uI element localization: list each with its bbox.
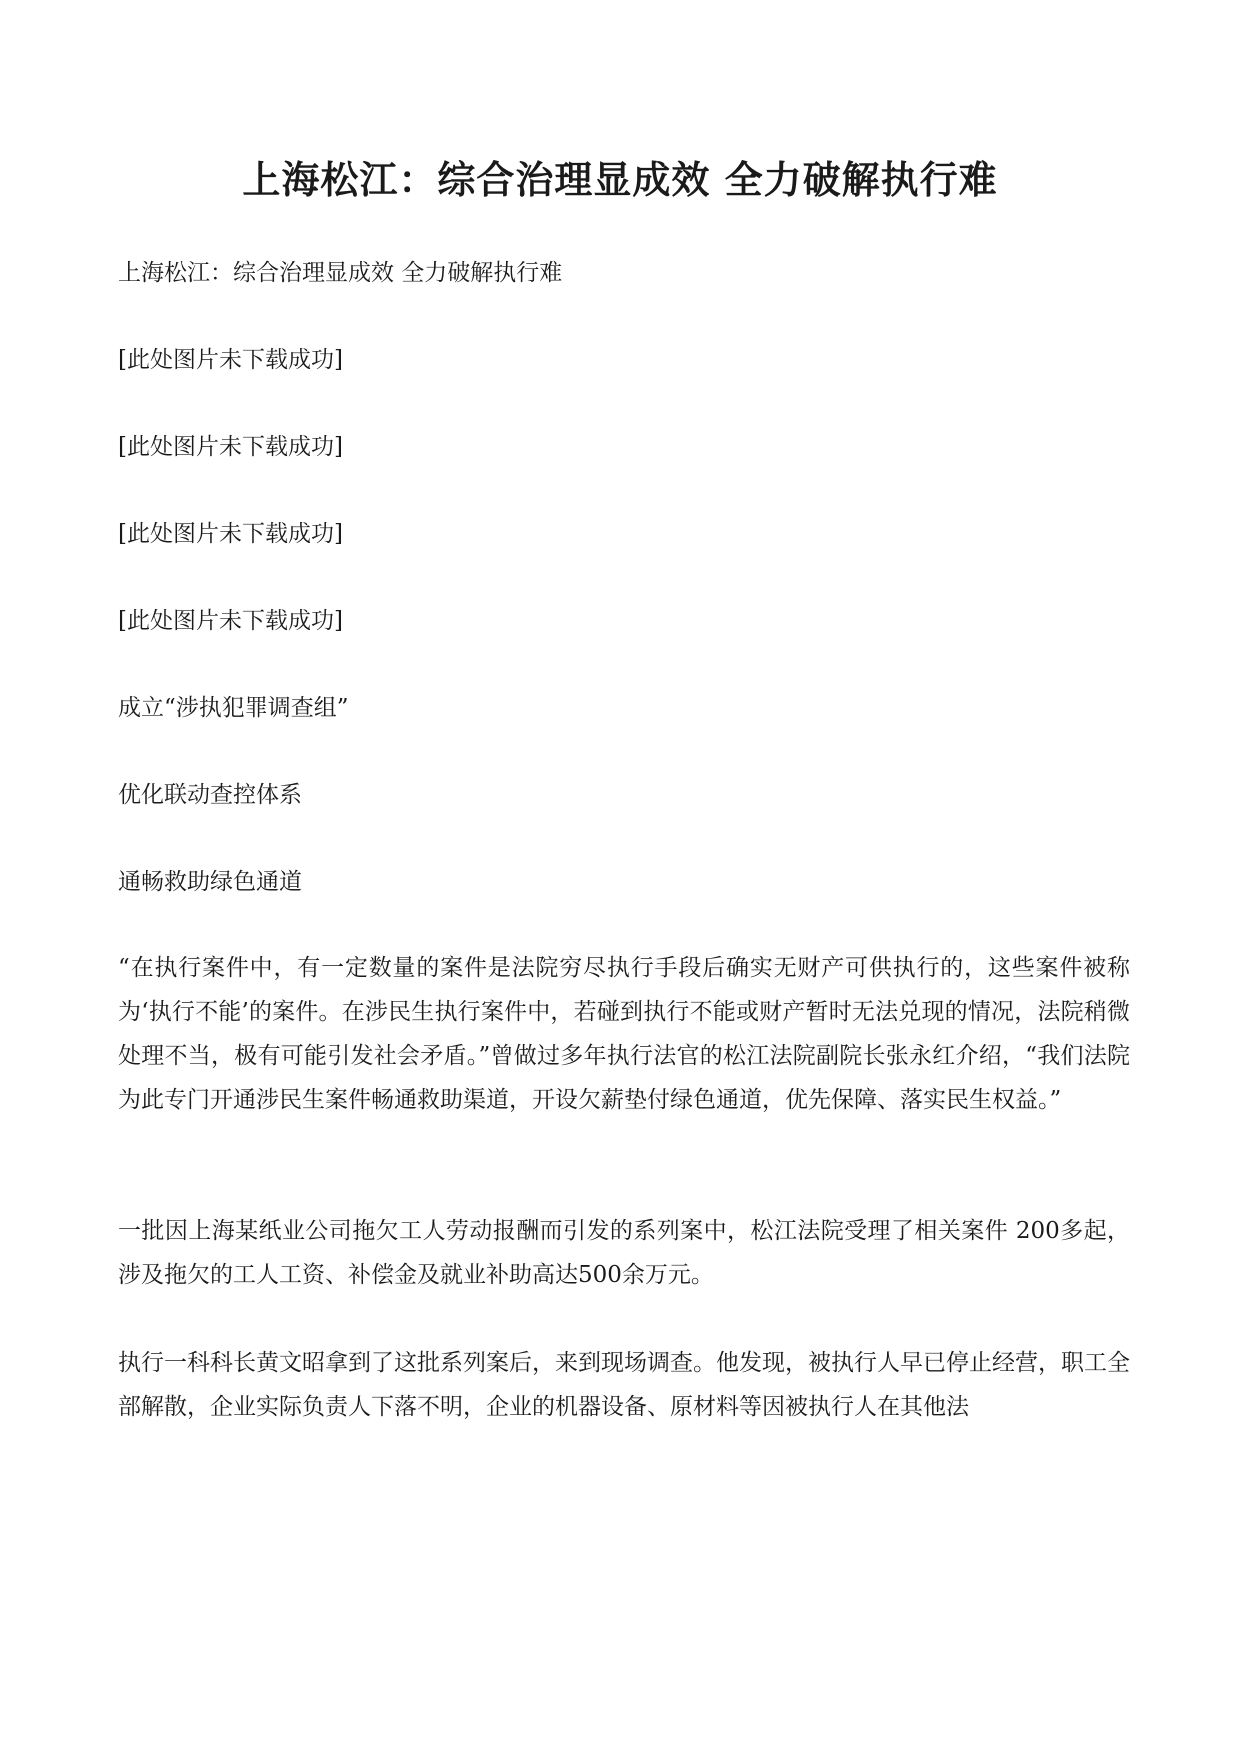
subtitle-line: 上海松江：综合治理显成效 全力破解执行难 [118, 260, 563, 286]
image-placeholder: [此处图片未下载成功] [118, 347, 343, 373]
body-paragraph: “在执行案件中，有一定数量的案件是法院穷尽执行手段后确实无财产可供执行的，这些案件被称为‘执行不能’的案件。在涉民生执行案件中，若碰到执行不能或财产暂时无法兑现的情况，法院稍微处理不当，极有可能引发社会矛盾。”曾做过多年执行法官的松江法院副院长张永红介绍，“我们法院为此专门开通涉民生案件畅通救助渠道，开设欠薪垫付绿色通道，优先保障、落实民生权益。” [118, 955, 1130, 1113]
page-title: 上海松江：综合治理显成效 全力破解执行难 [242, 157, 998, 202]
section-heading: 优化联动查控体系 [118, 782, 302, 808]
image-placeholder: [此处图片未下载成功] [118, 608, 343, 634]
image-placeholder: [此处图片未下载成功] [118, 434, 343, 460]
body-paragraph: 一批因上海某纸业公司拖欠工人劳动报酬而引发的系列案中，松江法院受理了相关案件 200多起，涉及拖欠的工人工资、补偿金及就业补助高达500余万元。 [118, 1218, 1130, 1288]
image-placeholder: [此处图片未下载成功] [118, 521, 343, 547]
body-paragraph: 执行一科科长黄文昭拿到了这批系列案后，来到现场调查。他发现，被执行人早已停止经营，职工全部解散，企业实际负责人下落不明，企业的机器设备、原材料等因被执行人在其他法 [118, 1350, 1130, 1420]
section-heading: 成立“涉执犯罪调查组” [118, 695, 349, 721]
section-heading: 通畅救助绿色通道 [118, 869, 302, 895]
